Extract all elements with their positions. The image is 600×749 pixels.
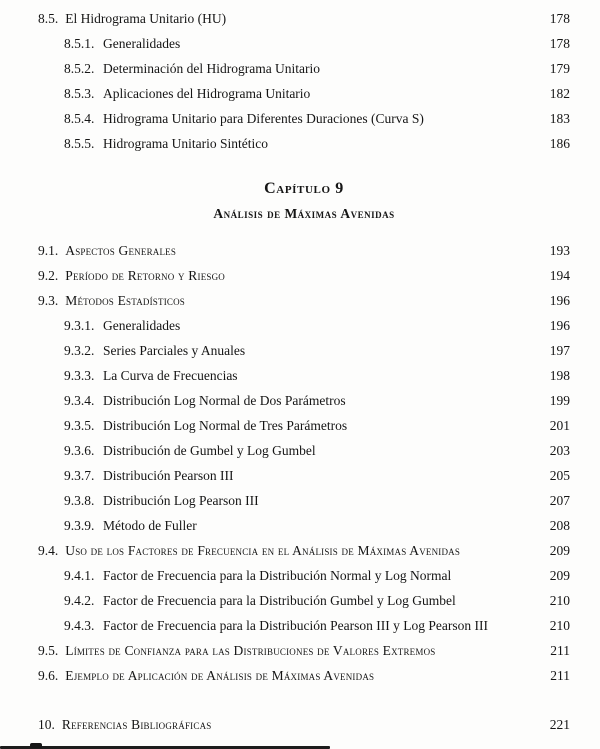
entry-number: 9.3.9. [64,518,95,533]
entry-title: Distribución Log Pearson III [103,493,259,508]
toc-entry-row [38,56,570,81]
entry-number: 9.4. [38,543,59,558]
toc-entry-row [38,638,570,663]
chapter-heading: Capítulo 9 [264,180,344,197]
toc-entry-row [38,712,570,737]
entry-page-number: 196 [549,293,570,308]
entry-title: Series Parciales y Anuales [103,343,246,358]
entry-title: Distribución Log Normal de Tres Parámetros [103,418,348,433]
entry-title: Hidrograma Unitario Sintético [103,136,268,151]
entry-title: Método de Fuller [103,518,197,533]
entry-page-number: 207 [549,493,570,508]
entry-page-number: 208 [549,518,570,533]
entry-title: Factor de Frecuencia para la Distribución Gumbel y Log Gumbel [103,593,456,608]
entry-page-number: 198 [549,368,570,383]
entry-number: 9.4.1. [64,568,95,583]
toc-entry-row [38,313,570,338]
entry-number: 9.4.3. [64,618,95,633]
toc-entry-row [38,488,570,513]
entry-title: La Curva de Frecuencias [103,368,238,383]
entry-page-number: 183 [549,111,570,126]
entry-number: 9.1. [38,243,59,258]
entry-number: 8.5.4. [64,111,95,126]
entry-number: 8.5.2. [64,61,95,76]
entry-number: 9.2. [38,268,59,283]
toc-entry-row [38,513,570,538]
entry-number: 9.3.2. [64,343,95,358]
entry-title: Generalidades [103,318,181,333]
entry-number: 9.3.7. [64,468,95,483]
toc-entry-row [38,563,570,588]
entry-number: 9.3. [38,293,59,308]
scan-artifact [30,743,42,748]
entry-title: Generalidades [103,36,181,51]
entry-title: Distribución de Gumbel y Log Gumbel [103,443,316,458]
entry-page-number: 199 [549,393,570,408]
entry-number: 9.3.4. [64,393,95,408]
entry-page-number: 182 [549,86,570,101]
entry-page-number: 209 [549,568,570,583]
toc-entry-row [38,131,570,156]
entry-page-number: 205 [549,468,570,483]
entry-number: 8.5. [38,11,59,26]
toc-entry-row [38,588,570,613]
toc-entry-row [38,338,570,363]
entry-number: 9.3.3. [64,368,95,383]
entry-title: Determinación del Hidrograma Unitario [103,61,321,76]
toc-entry-row [38,613,570,638]
entry-title: Aplicaciones del Hidrograma Unitario [103,86,311,101]
toc-entry-row [38,438,570,463]
entry-title: Referencias Bibliográficas [61,717,212,732]
entry-number: 10. [38,717,55,732]
chapter-subheading: Análisis de Máximas Avenidas [213,206,395,221]
entry-page-number: 209 [549,543,570,558]
toc-entry-row [38,31,570,56]
entry-page-number: 186 [549,136,570,151]
chapter-heading-block [38,176,570,226]
toc-entry-row [38,288,570,313]
toc-entry-row [38,6,570,31]
entry-page-number: 221 [549,717,570,732]
entry-number: 9.3.8. [64,493,95,508]
entry-page-number: 197 [549,343,570,358]
toc-list [38,6,570,737]
entry-title: Distribución Log Normal de Dos Parámetros [103,393,346,408]
entry-number: 9.3.6. [64,443,95,458]
entry-page-number: 194 [549,268,570,283]
entry-page-number: 211 [550,643,570,658]
toc-entry-row [38,238,570,263]
entry-number: 9.4.2. [64,593,95,608]
entry-page-number: 196 [549,318,570,333]
entry-page-number: 210 [549,593,570,608]
toc-entry-row [38,363,570,388]
entry-number: 9.3.5. [64,418,95,433]
entry-title: Hidrograma Unitario para Diferentes Duraciones (Curva S) [103,111,424,126]
entry-title: El Hidrograma Unitario (HU) [65,11,227,26]
entry-title: Período de Retorno y Riesgo [65,268,225,283]
toc-entry-row [38,263,570,288]
entry-number: 8.5.1. [64,36,95,51]
entry-page-number: 210 [549,618,570,633]
entry-number: 8.5.3. [64,86,95,101]
entry-page-number: 179 [549,61,570,76]
entry-number: 9.5. [38,643,59,658]
toc-entry-row [38,663,570,688]
entry-title: Aspectos Generales [65,243,177,258]
toc-entry-row [38,388,570,413]
entry-number: 9.3.1. [64,318,95,333]
entry-page-number: 178 [549,11,570,26]
entry-title: Factor de Frecuencia para la Distribución Normal y Log Normal [103,568,452,583]
entry-title: Ejemplo de Aplicación de Análisis de Máximas Avenidas [65,668,375,683]
entry-title: Distribución Pearson III [103,468,234,483]
entry-page-number: 178 [549,36,570,51]
toc-entry-row [38,463,570,488]
entry-page-number: 203 [549,443,570,458]
entry-page-number: 193 [549,243,570,258]
entry-title: Factor de Frecuencia para la Distribución Pearson III y Log Pearson III [103,618,488,633]
entry-title: Métodos Estadísticos [65,293,185,308]
entry-number: 8.5.5. [64,136,95,151]
entry-number: 9.6. [38,668,59,683]
toc-entry-row [38,413,570,438]
entry-page-number: 211 [550,668,570,683]
toc-entry-row [38,538,570,563]
entry-page-number: 201 [549,418,570,433]
entry-title: Uso de los Factores de Frecuencia en el Análisis de Máximas Avenidas [65,543,461,558]
toc-entry-row [38,106,570,131]
toc-entry-row [38,81,570,106]
entry-title: Límites de Confianza para las Distribuciones de Valores Extremos [65,643,436,658]
